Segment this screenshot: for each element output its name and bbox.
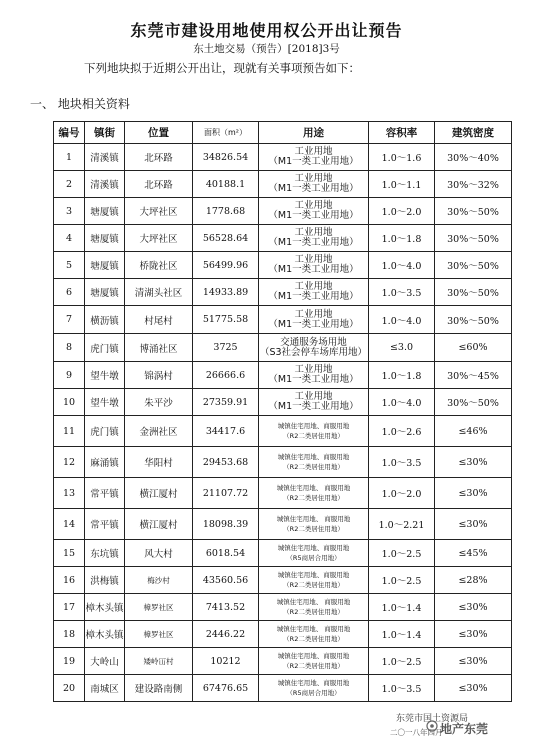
cell-no: 11 — [54, 416, 85, 447]
cell-location: 大坪社区 — [125, 225, 193, 252]
table-row — [54, 252, 512, 279]
header-location: 位置 — [125, 122, 193, 144]
table-row — [54, 675, 512, 702]
cell-density: 30%～50% — [435, 225, 512, 252]
section-title: 一、 地块相关资料 — [30, 97, 130, 111]
cell-town: 塘厦镇 — [85, 279, 125, 306]
cell-use — [259, 198, 369, 225]
cell-no: 10 — [54, 389, 85, 416]
use-primary: 工业用地 — [294, 308, 333, 320]
cell-location: 樟罗社区 — [125, 594, 193, 621]
header-town: 镇街 — [85, 122, 125, 144]
cell-area: 2446.22 — [193, 621, 259, 648]
cell-no: 19 — [54, 648, 85, 675]
use-primary: 工业用地 — [294, 254, 333, 265]
cell-town: 横沥镇 — [85, 306, 125, 334]
cell-no: 14 — [54, 509, 85, 540]
cell-location: 金洲社区 — [125, 416, 193, 447]
cell-area: 26666.6 — [193, 362, 259, 389]
cell-density: ≤30% — [435, 509, 512, 540]
use-classification: （R2二类居住用地） — [283, 463, 344, 471]
intro-text: 下列地块拟于近期公开出让，现就有关事项预告如下： — [84, 61, 360, 75]
cell-density: ≤30% — [435, 621, 512, 648]
cell-use — [259, 621, 369, 648]
cell-density: ≤30% — [435, 675, 512, 702]
cell-density: 30%～40% — [435, 144, 512, 171]
cell-use — [259, 447, 369, 478]
use-classification: （M1一类工业用地） — [268, 156, 359, 167]
cell-far: 1.0～1.4 — [369, 621, 435, 648]
cell-location: 华阳村 — [125, 447, 193, 478]
cell-far: 1.0～1.8 — [369, 362, 435, 389]
use-primary: 城镇住宅用地、 商服用地 — [276, 515, 351, 523]
use-primary: 工业用地 — [294, 227, 333, 238]
cell-no: 9 — [54, 362, 85, 389]
table-row — [54, 334, 512, 362]
cell-use — [259, 144, 369, 171]
cell-density: ≤30% — [435, 478, 512, 509]
use-primary: 城镇住宅用地、 商服用地 — [276, 625, 351, 633]
table-row — [54, 198, 512, 225]
cell-area: 67476.65 — [193, 675, 259, 702]
document-number: 东土地交易（预告）[2018]3号 — [193, 43, 340, 55]
use-classification: （M1一类工业用地） — [268, 318, 359, 330]
cell-density: 30%～50% — [435, 389, 512, 416]
cell-area: 21107.72 — [193, 478, 259, 509]
cell-no: 6 — [54, 279, 85, 306]
cell-town: 樟木头镇 — [85, 621, 125, 648]
cell-density: ≤60% — [435, 334, 512, 362]
use-classification: （M1一类工业用地） — [268, 291, 359, 302]
cell-town: 望牛墩 — [85, 362, 125, 389]
use-primary: 城镇住宅用地、商服用地 — [277, 544, 350, 552]
cell-location: 矮岭冚村 — [125, 648, 193, 675]
table-header-row — [54, 122, 512, 144]
cell-town: 清溪镇 — [85, 144, 125, 171]
cell-no: 17 — [54, 594, 85, 621]
cell-area: 18098.39 — [193, 509, 259, 540]
use-classification: （R2二类居住用地） — [283, 494, 344, 502]
cell-location: 大坪社区 — [125, 198, 193, 225]
cell-location: 锦涡村 — [125, 362, 193, 389]
cell-far: 1.0～1.1 — [369, 171, 435, 198]
header-area: 面积（m²） — [193, 122, 259, 144]
table-row — [54, 621, 512, 648]
cell-far: 1.0～2.21 — [369, 509, 435, 540]
cell-use — [259, 540, 369, 567]
use-classification: （S3社会停车场库用地） — [259, 346, 368, 358]
use-primary: 工业用地 — [294, 200, 333, 211]
cell-town: 麻涌镇 — [85, 447, 125, 478]
use-classification: （M1一类工业用地） — [268, 237, 359, 248]
header-density: 建筑密度 — [435, 122, 512, 144]
use-primary: 城镇住宅用地、商服用地 — [277, 453, 350, 461]
cell-area: 10212 — [193, 648, 259, 675]
cell-use — [259, 225, 369, 252]
table-row — [54, 594, 512, 621]
cell-far: 1.0～4.0 — [369, 306, 435, 334]
cell-use — [259, 416, 369, 447]
header-no: 编号 — [54, 122, 85, 144]
cell-use — [259, 306, 369, 334]
cell-no: 12 — [54, 447, 85, 478]
cell-no: 13 — [54, 478, 85, 509]
cell-no: 18 — [54, 621, 85, 648]
use-primary: 工业用地 — [294, 173, 333, 184]
cell-location: 横江厦村 — [125, 478, 193, 509]
cell-location: 建设路南侧 — [125, 675, 193, 702]
table-row — [54, 144, 512, 171]
cell-density: 30%～45% — [435, 362, 512, 389]
use-primary: 城镇住宅用地、 商服用地 — [276, 598, 351, 606]
issue-date: 二〇一八年四月 — [390, 728, 443, 737]
use-classification: （R2二类居住用地） — [283, 635, 344, 643]
cell-town: 南城区 — [85, 675, 125, 702]
use-primary: 城镇住宅用地、商服用地 — [277, 571, 350, 579]
cell-density: 30%～50% — [435, 306, 512, 334]
cell-far: 1.0～2.5 — [369, 540, 435, 567]
cell-no: 7 — [54, 306, 85, 334]
cell-area: 43560.56 — [193, 567, 259, 594]
use-classification: （M1一类工业用地） — [268, 401, 359, 412]
cell-density: 30%～32% — [435, 171, 512, 198]
cell-far: 1.0～4.0 — [369, 252, 435, 279]
use-primary: 工业用地 — [294, 146, 333, 157]
cell-use — [259, 675, 369, 702]
use-primary: 工业用地 — [294, 364, 333, 375]
cell-use — [259, 334, 369, 362]
cell-town: 常平镇 — [85, 478, 125, 509]
header-far: 容积率 — [369, 122, 435, 144]
cell-no: 8 — [54, 334, 85, 362]
cell-area: 34417.6 — [193, 416, 259, 447]
use-classification: （M1一类工业用地） — [268, 374, 359, 385]
cell-area: 51775.58 — [193, 306, 259, 334]
cell-far: 1.0～1.4 — [369, 594, 435, 621]
cell-far: 1.0～3.5 — [369, 675, 435, 702]
use-primary: 城镇住宅用地、商服用地 — [277, 679, 350, 687]
cell-area: 6018.54 — [193, 540, 259, 567]
table-row — [54, 509, 512, 540]
cell-location: 樟罗社区 — [125, 621, 193, 648]
use-primary: 城镇住宅用地、商服用地 — [277, 652, 350, 660]
cell-use — [259, 648, 369, 675]
cell-density: ≤28% — [435, 567, 512, 594]
cell-far: 1.0～3.5 — [369, 279, 435, 306]
cell-far: ≤3.0 — [369, 334, 435, 362]
cell-location: 北环路 — [125, 171, 193, 198]
cell-no: 2 — [54, 171, 85, 198]
cell-location: 北环路 — [125, 144, 193, 171]
cell-far: 1.0～2.6 — [369, 416, 435, 447]
table-row — [54, 416, 512, 447]
cell-no: 4 — [54, 225, 85, 252]
cell-area: 14933.89 — [193, 279, 259, 306]
use-classification: （M1一类工业用地） — [268, 210, 359, 221]
table-row — [54, 362, 512, 389]
use-primary: 交通服务场用地 — [280, 336, 347, 348]
cell-area: 7413.52 — [193, 594, 259, 621]
land-plot-table — [53, 121, 512, 702]
use-classification: （R2二类居住用地） — [283, 662, 344, 670]
use-primary: 工业用地 — [294, 391, 333, 402]
cell-town: 塘厦镇 — [85, 252, 125, 279]
table-row — [54, 279, 512, 306]
cell-location: 横江厦村 — [125, 509, 193, 540]
table-row — [54, 540, 512, 567]
table-row — [54, 567, 512, 594]
cell-location: 朱平沙 — [125, 389, 193, 416]
cell-density: ≤30% — [435, 594, 512, 621]
header-use: 用途 — [259, 122, 369, 144]
cell-far: 1.0～2.5 — [369, 648, 435, 675]
cell-no: 3 — [54, 198, 85, 225]
use-classification: （R2二类居住用地） — [283, 581, 344, 589]
cell-use — [259, 252, 369, 279]
cell-location: 风大村 — [125, 540, 193, 567]
cell-density: 30%～50% — [435, 279, 512, 306]
use-primary: 城镇住宅用地、商服用地 — [277, 422, 350, 430]
cell-town: 望牛墩 — [85, 389, 125, 416]
cell-town: 塘厦镇 — [85, 198, 125, 225]
cell-density: 30%～50% — [435, 198, 512, 225]
cell-town: 虎门镇 — [85, 416, 125, 447]
cell-use — [259, 279, 369, 306]
cell-density: ≤45% — [435, 540, 512, 567]
cell-area: 29453.68 — [193, 447, 259, 478]
cell-town: 常平镇 — [85, 509, 125, 540]
cell-far: 1.0～1.6 — [369, 144, 435, 171]
cell-town: 塘厦镇 — [85, 225, 125, 252]
cell-location: 博涌社区 — [125, 334, 193, 362]
cell-town: 洪梅镇 — [85, 567, 125, 594]
cell-no: 15 — [54, 540, 85, 567]
cell-no: 16 — [54, 567, 85, 594]
cell-town: 东坑镇 — [85, 540, 125, 567]
cell-town: 樟木头镇 — [85, 594, 125, 621]
cell-far: 1.0～2.5 — [369, 567, 435, 594]
watermark-logo-icon — [426, 720, 438, 732]
table-row — [54, 306, 512, 334]
use-classification: （R5商居合用地） — [286, 554, 341, 562]
cell-far: 1.0～2.0 — [369, 478, 435, 509]
cell-location: 清湖头社区 — [125, 279, 193, 306]
cell-area: 1778.68 — [193, 198, 259, 225]
cell-no: 5 — [54, 252, 85, 279]
cell-location: 桥陇社区 — [125, 252, 193, 279]
cell-area: 56528.64 — [193, 225, 259, 252]
use-classification: （M1一类工业用地） — [268, 264, 359, 275]
cell-use — [259, 362, 369, 389]
use-classification: （R5商居合用地） — [286, 689, 341, 697]
table-row — [54, 648, 512, 675]
cell-use — [259, 478, 369, 509]
use-primary: 城镇住宅用地、 商服用地 — [276, 484, 351, 492]
cell-far: 1.0～2.0 — [369, 198, 435, 225]
cell-density: 30%～50% — [435, 252, 512, 279]
cell-town: 清溪镇 — [85, 171, 125, 198]
watermark-text: 地产东莞 — [440, 722, 489, 736]
cell-no: 1 — [54, 144, 85, 171]
use-primary: 工业用地 — [294, 281, 333, 292]
use-classification: （R2二类居住用地） — [283, 608, 344, 616]
document-title: 东莞市建设用地使用权公开出让预告 — [130, 21, 403, 40]
cell-location: 梅沙村 — [125, 567, 193, 594]
cell-use — [259, 594, 369, 621]
table-row — [54, 225, 512, 252]
table-row — [54, 389, 512, 416]
cell-use — [259, 171, 369, 198]
cell-area: 56499.96 — [193, 252, 259, 279]
cell-far: 1.0～1.8 — [369, 225, 435, 252]
cell-far: 1.0～4.0 — [369, 389, 435, 416]
table-row — [54, 478, 512, 509]
cell-density: ≤30% — [435, 648, 512, 675]
cell-use — [259, 389, 369, 416]
table-row — [54, 171, 512, 198]
cell-town: 大岭山 — [85, 648, 125, 675]
cell-area: 27359.91 — [193, 389, 259, 416]
cell-town: 虎门镇 — [85, 334, 125, 362]
cell-area: 40188.1 — [193, 171, 259, 198]
table-row — [54, 447, 512, 478]
cell-area: 3725 — [193, 334, 259, 362]
cell-area: 34826.54 — [193, 144, 259, 171]
cell-far: 1.0～3.5 — [369, 447, 435, 478]
use-classification: （R2二类居住用地） — [283, 525, 344, 533]
cell-location: 村尾村 — [125, 306, 193, 334]
use-classification: （R2二类居住用地） — [283, 432, 344, 440]
cell-density: ≤30% — [435, 447, 512, 478]
cell-use — [259, 567, 369, 594]
use-classification: （M1一类工业用地） — [268, 183, 359, 194]
cell-density: ≤46% — [435, 416, 512, 447]
cell-no: 20 — [54, 675, 85, 702]
cell-use — [259, 509, 369, 540]
issuer-name: 东莞市国土资源局 — [396, 714, 469, 724]
